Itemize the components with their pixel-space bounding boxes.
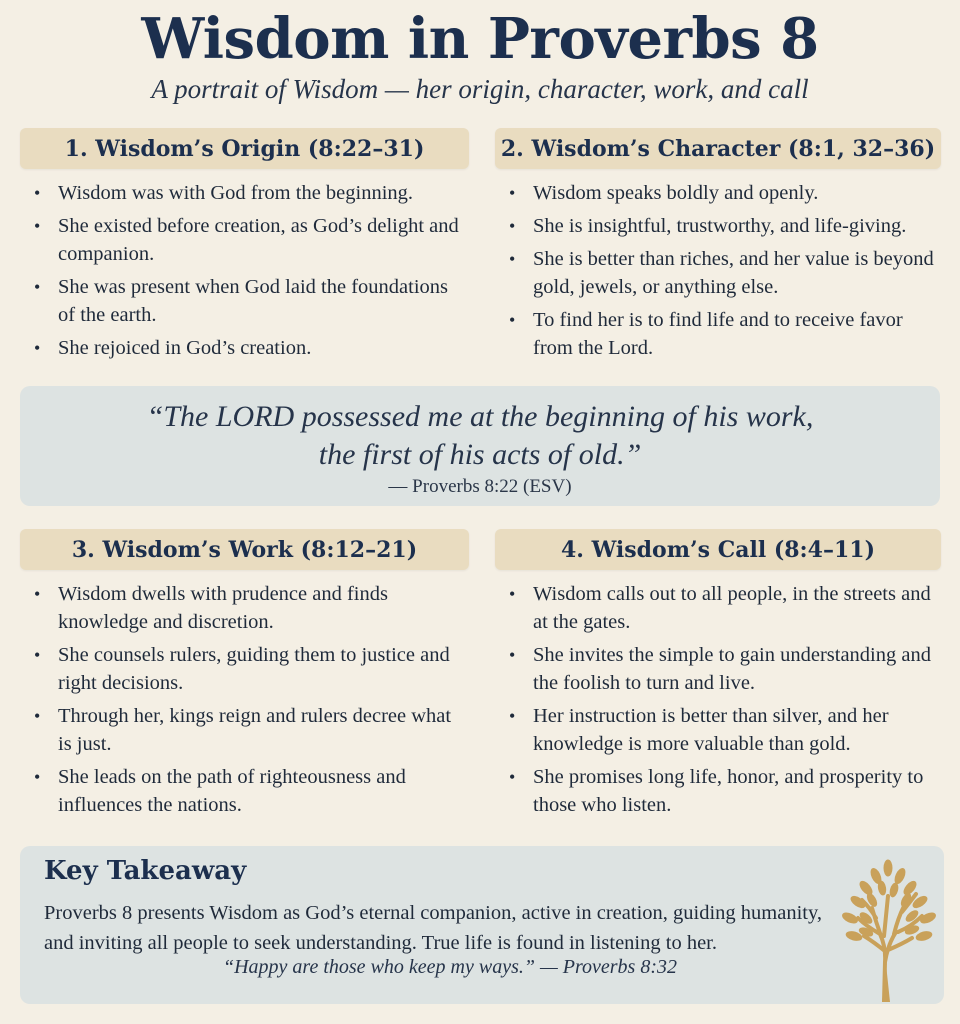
bullet-list [495,179,947,362]
bullet-list [495,580,947,819]
quote-line-1: “The LORD possessed me at the beginning of his work, [146,400,814,433]
list-item: • She leads on the path of righteousness and influences the nations. [20,763,469,819]
list-item: • She promises long life, honor, and prosperity to those who listen. [495,763,947,819]
section-heading: 3. Wisdom’s Work (8:12–21) [20,529,469,570]
quote-text [20,386,940,474]
list-item: • She was present when God laid the foundations of the earth. [20,273,469,329]
section-work [20,529,469,824]
bullet-list [20,179,469,362]
takeaway-quote: “Happy are those who keep my ways.” — Proverbs 8:32 [222,956,677,978]
list-item: • Wisdom was with God from the beginning. [20,179,469,207]
list-item: • Wisdom dwells with prudence and finds knowledge and discretion. [20,580,469,636]
list-item: • She existed before creation, as God’s delight and companion. [20,212,469,268]
tree-icon [836,852,940,1002]
bullet-list [20,580,469,819]
quote-citation: — Proverbs 8:22 (ESV) [388,476,572,497]
quote-panel [20,386,940,506]
section-heading: 4. Wisdom’s Call (8:4–11) [495,529,941,570]
section-heading: 1. Wisdom’s Origin (8:22–31) [20,128,469,169]
list-item: • Her instruction is better than silver, and her knowledge is more valuable than gold. [495,702,947,758]
page-title: Wisdom in Proverbs 8 [141,6,819,72]
takeaway-panel [20,846,944,1004]
page-subtitle: A portrait of Wisdom — her origin, character, work, and call [151,74,809,104]
list-item: • She invites the simple to gain understanding and the foolish to turn and live. [495,641,947,697]
list-item: • Through her, kings reign and rulers decree what is just. [20,702,469,758]
list-item: • She counsels rulers, guiding them to justice and right decisions. [20,641,469,697]
list-item: • She is better than riches, and her value is beyond gold, jewels, or anything else. [495,245,947,301]
section-origin [20,128,469,367]
quote-line-2: the first of his acts of old.” [318,438,642,471]
section-heading: 2. Wisdom’s Character (8:1, 32–36) [495,128,941,169]
list-item: • She is insightful, trustworthy, and life-giving. [495,212,947,240]
section-character [495,128,941,367]
list-item: • Wisdom calls out to all people, in the streets and at the gates. [495,580,947,636]
takeaway-body: Proverbs 8 presents Wisdom as God’s eternal companion, active in creation, guiding humanity, and inviting all people to seek understanding. True life is found in listening to her. [44,902,823,954]
takeaway-title: Key Takeaway [44,856,247,886]
list-item: • She rejoiced in God’s creation. [20,334,469,362]
list-item: • To find her is to find life and to receive favor from the Lord. [495,306,947,362]
section-call [495,529,941,824]
list-item: • Wisdom speaks boldly and openly. [495,179,947,207]
